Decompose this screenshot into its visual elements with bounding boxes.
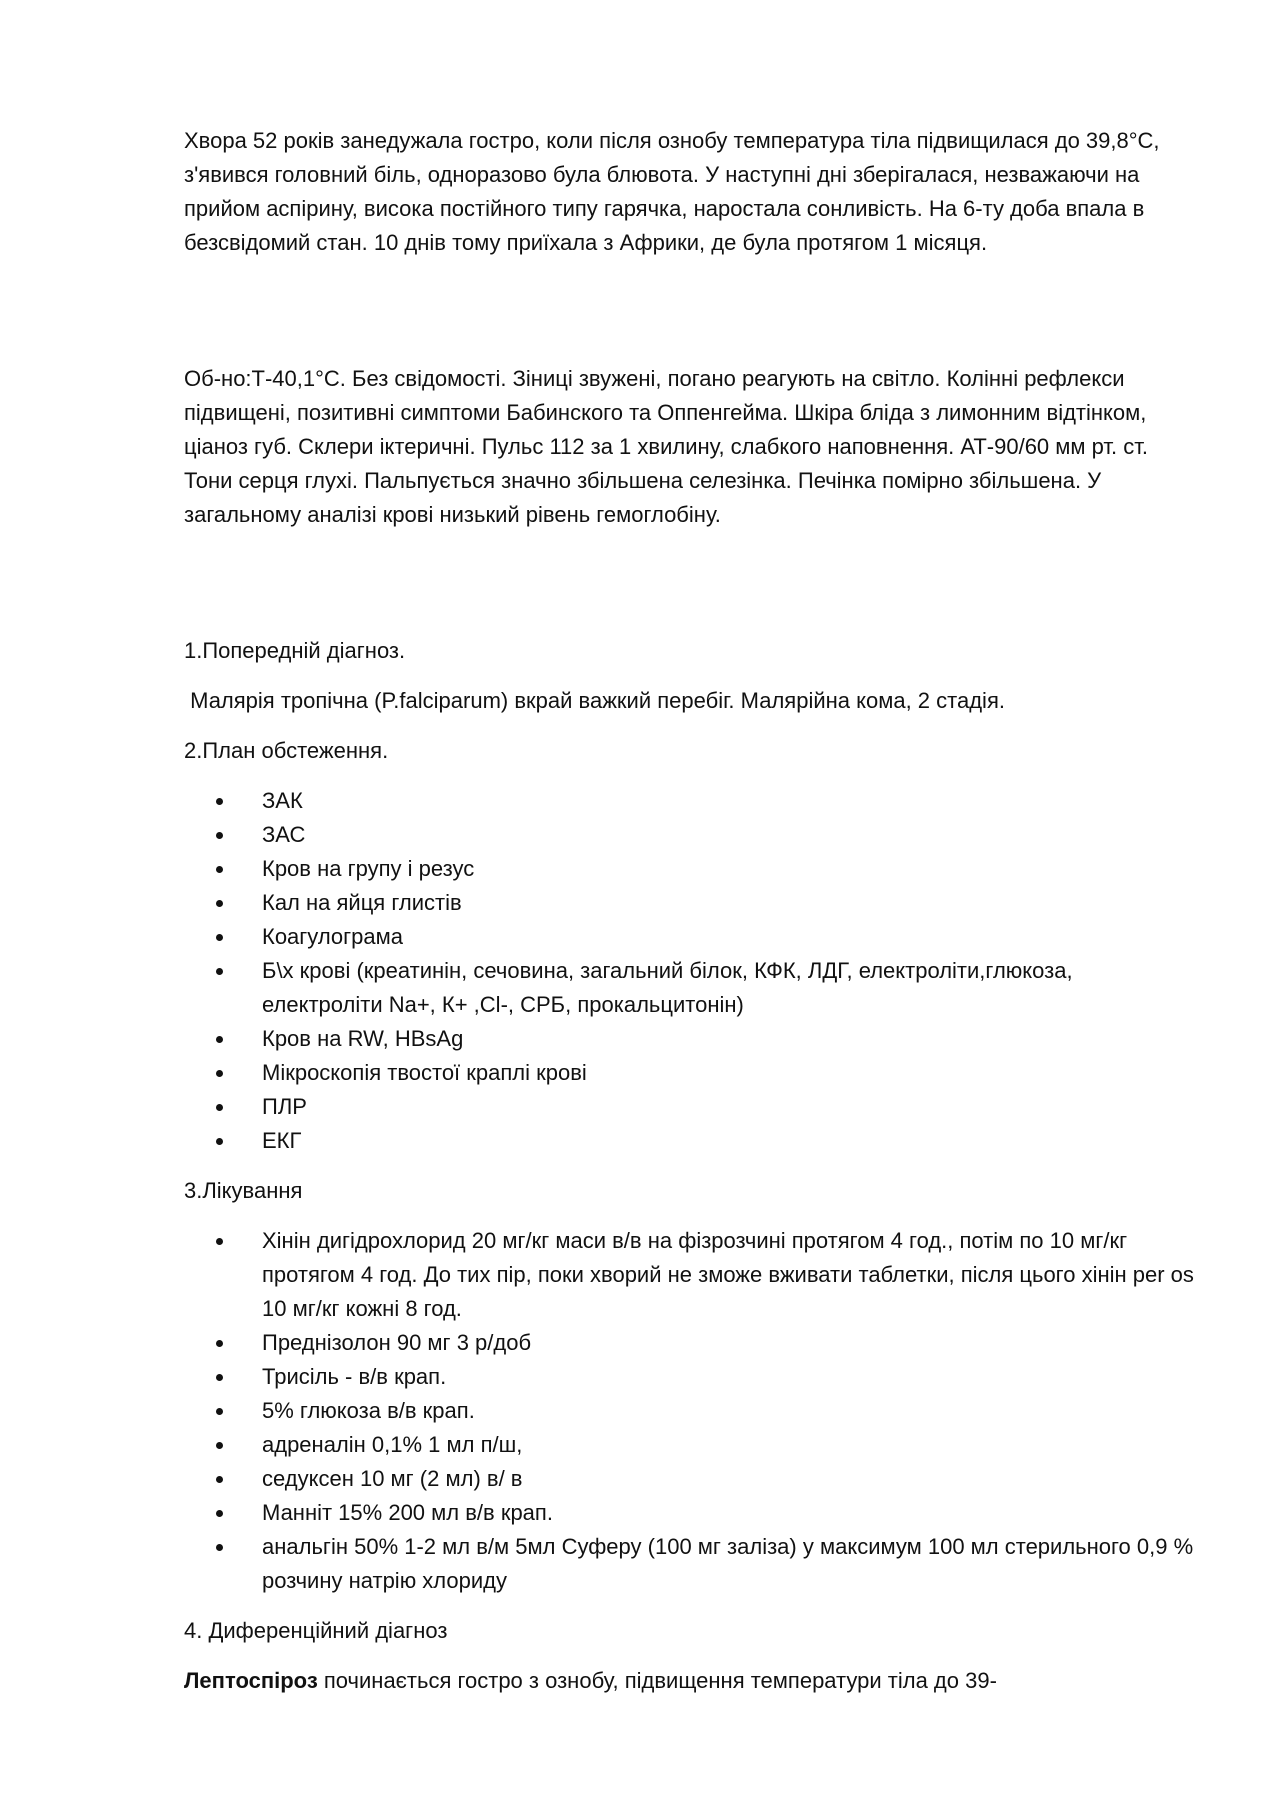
list-item-text: ПЛР xyxy=(262,1094,307,1119)
list-item-text: Б\х крові (креатинін, сечовина, загальний білок, КФК, ЛДГ, електроліти,глюкоза, електроліти Na+, К+ ,Cl-, СРБ, прокальцитонін) xyxy=(262,958,1073,1017)
spacer xyxy=(184,532,1196,634)
spacer xyxy=(184,718,1196,734)
bullet-icon xyxy=(216,1340,223,1347)
spacer xyxy=(184,668,1196,684)
bullet-icon xyxy=(216,1510,223,1517)
list-item-text: Кров на групу і резус xyxy=(262,856,475,881)
list-item xyxy=(262,1462,1196,1496)
list-item xyxy=(262,818,1196,852)
spacer xyxy=(184,1648,1196,1664)
list-item xyxy=(262,1496,1196,1530)
differential-text: починається гостро з ознобу, підвищення температури тіла до 39- xyxy=(317,1668,997,1693)
bullet-icon xyxy=(216,798,223,805)
diagnosis-heading: 1.Попередній діагноз. xyxy=(184,638,406,663)
list-item xyxy=(262,1090,1196,1124)
exam-plan-heading: 2.План обстеження. xyxy=(184,738,389,763)
bullet-icon xyxy=(216,968,223,975)
exam-plan-list xyxy=(184,784,1196,1158)
spacer xyxy=(184,1158,1196,1174)
document-body xyxy=(184,124,1196,1698)
list-item-text: адреналін 0,1% 1 мл п/ш, xyxy=(262,1432,523,1457)
treatment-heading: 3.Лікування xyxy=(184,1178,303,1203)
list-item xyxy=(262,1056,1196,1090)
bullet-icon xyxy=(216,1070,223,1077)
bullet-icon xyxy=(216,1374,223,1381)
list-item xyxy=(262,1224,1196,1326)
bullet-icon xyxy=(216,1238,223,1245)
list-item xyxy=(262,1124,1196,1158)
list-item xyxy=(262,1326,1196,1360)
differential-term: Лептоспіроз xyxy=(184,1668,318,1693)
diagnosis-text: Малярія тропічна (P.falciparum) вкрай важкий перебіг. Малярійна кома, 2 стадія. xyxy=(184,688,1005,713)
list-item-text: Кров на RW, HBsAg xyxy=(262,1026,464,1051)
spacer xyxy=(184,1598,1196,1614)
bullet-icon xyxy=(216,1442,223,1449)
bullet-icon xyxy=(216,1104,223,1111)
list-item-text: Трисіль - в/в крап. xyxy=(262,1364,447,1389)
list-item xyxy=(262,920,1196,954)
spacer xyxy=(184,768,1196,784)
bullet-icon xyxy=(216,1138,223,1145)
list-item-text: ЕКГ xyxy=(262,1128,302,1153)
list-item xyxy=(262,1360,1196,1394)
bullet-icon xyxy=(216,900,223,907)
bullet-icon xyxy=(216,934,223,941)
case-complaint-paragraph: Хвора 52 років занедужала гостро, коли після ознобу температура тіла підвищилася до 39,8°С, з'явився головний біль, одноразово була блювота. У наступні дні зберігалася, незважаючи на прийом аспірину, висока постійного типу гарячка, наростала сонливість. На 6-ту доба впала в безсвідомий стан. 10 днів тому приїхала з Африки, де була протягом 1 місяця. xyxy=(184,128,1160,255)
list-item-text: Манніт 15% 200 мл в/в крап. xyxy=(262,1500,553,1525)
list-item-text: Хінін дигідрохлорид 20 мг/кг маси в/в на фізрозчині протягом 4 год., потім по 10 мг/кг протягом 4 год. До тих пір, поки хворий не зможе вживати таблетки, після цього хінін per os 10 мг/кг кожні 8 год. xyxy=(262,1228,1194,1321)
list-item xyxy=(262,954,1196,1022)
treatment-list xyxy=(184,1224,1196,1598)
list-item-text: 5% глюкоза в/в крап. xyxy=(262,1398,475,1423)
list-item xyxy=(262,1022,1196,1056)
spacer xyxy=(184,260,1196,362)
list-item-text: Коагулограма xyxy=(262,924,404,949)
bullet-icon xyxy=(216,832,223,839)
spacer xyxy=(184,1208,1196,1224)
list-item xyxy=(262,1394,1196,1428)
list-item xyxy=(262,1428,1196,1462)
list-item-text: седуксен 10 мг (2 мл) в/ в xyxy=(262,1466,523,1491)
case-exam-paragraph: Об-но:Т-40,1°С. Без свідомості. Зіниці звужені, погано реагують на світло. Колінні рефлекси підвищені, позитивні симптоми Бабинского та Оппенгейма. Шкіра бліда з лимонним відтінком, ціаноз губ. Склери іктеричні. Пульс 112 за 1 хвилину, слабкого наповнення. АТ-90/60 мм рт. ст. Тони серця глухі. Пальпується значно збільшена селезінка. Печінка помірно збільшена. У загальному аналізі крові низький рівень гемоглобіну. xyxy=(184,366,1149,527)
list-item-text: анальгін 50% 1-2 мл в/м 5мл Суферу (100 мг заліза) у максимум 100 мл стерильного 0,9 % розчину натрію хлориду xyxy=(262,1534,1194,1593)
list-item-text: Кал на яйця глистів xyxy=(262,890,462,915)
list-item xyxy=(262,852,1196,886)
list-item-text: ЗАС xyxy=(262,822,306,847)
bullet-icon xyxy=(216,866,223,873)
list-item xyxy=(262,784,1196,818)
bullet-icon xyxy=(216,1408,223,1415)
bullet-icon xyxy=(216,1036,223,1043)
list-item xyxy=(262,1530,1196,1598)
list-item-text: ЗАК xyxy=(262,788,303,813)
differential-paragraph xyxy=(184,1664,1196,1698)
list-item-text: Мікроскопія твостої краплі крові xyxy=(262,1060,587,1085)
list-item xyxy=(262,886,1196,920)
list-item-text: Преднізолон 90 мг 3 р/доб xyxy=(262,1330,532,1355)
bullet-icon xyxy=(216,1476,223,1483)
bullet-icon xyxy=(216,1544,223,1551)
differential-heading: 4. Диференційний діагноз xyxy=(184,1618,448,1643)
